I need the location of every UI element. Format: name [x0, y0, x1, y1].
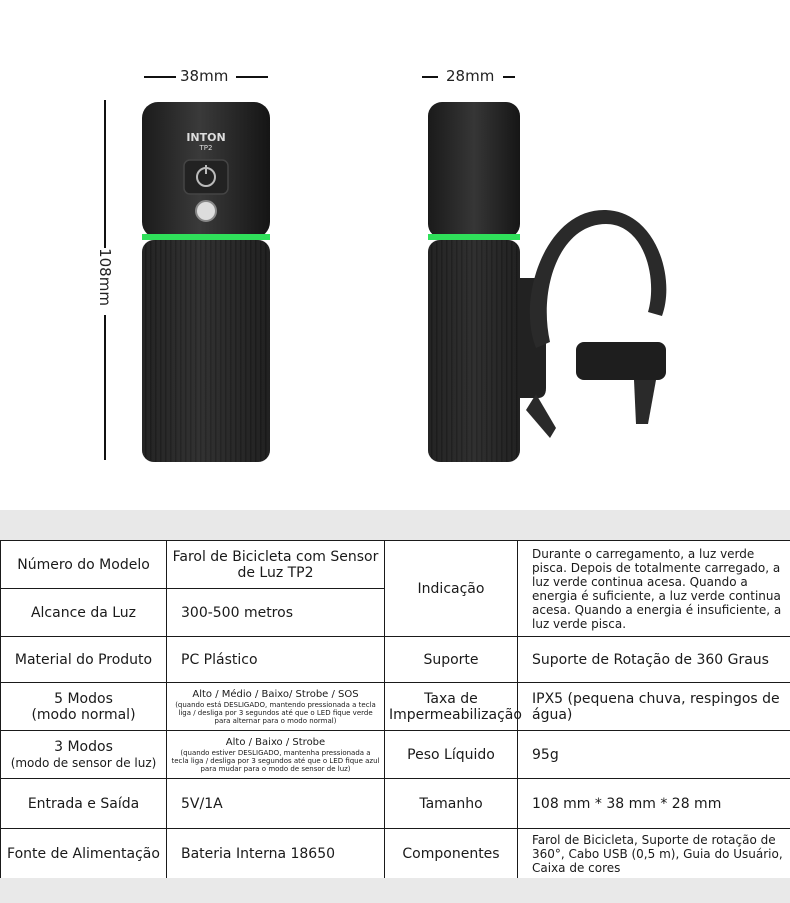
waterproof-label: Taxa de Impermeabilização — [385, 683, 518, 731]
modes3-label-line1: 3 Modos — [54, 738, 113, 755]
components-label: Componentes — [385, 829, 518, 879]
modes3-label — [1, 731, 167, 779]
modes5-label-line2: (modo normal) — [31, 706, 136, 723]
modes5-value-head: Alto / Médio / Baixo/ Strobe / SOS — [192, 688, 359, 700]
width-dimension-line-right — [236, 76, 268, 78]
table-row — [1, 541, 790, 589]
footer-band — [0, 878, 790, 903]
modes5-label — [1, 683, 167, 731]
spec-table — [0, 540, 790, 879]
table-row — [1, 683, 790, 731]
model-number-value: Farol de Bicicleta com Sensor de Luz TP2 — [167, 541, 385, 589]
weight-label: Peso Líquido — [385, 731, 518, 779]
waterproof-value: IPX5 (pequena chuva, respingos de água) — [518, 683, 790, 731]
range-label: Alcance da Luz — [1, 589, 167, 637]
modes3-value — [167, 731, 385, 779]
height-dimension-label: 108mm — [95, 248, 114, 306]
bike-light-front-view — [140, 98, 272, 468]
io-value: 5V/1A — [167, 779, 385, 829]
components-value: Farol de Bicicleta, Suporte de rotação de 360°, Cabo USB (0,5 m), Guia do Usuário, Caixa de cores — [518, 829, 790, 879]
modes3-label-line2: (modo de sensor de luz) — [10, 755, 157, 770]
indication-value: Durante o carregamento, a luz verde pisca. Depois de totalmente carregado, a luz verde continua acesa. Quando a energia é suficiente, a luz verde continua acesa. Quando a energia é insuficiente, a luz verde pisca. — [518, 541, 790, 637]
depth-dimension-line-right — [503, 76, 515, 78]
modes3-value-head: Alto / Baixo / Strobe — [225, 736, 326, 748]
mount-value: Suporte de Rotação de 360 Graus — [518, 637, 790, 683]
modes3-value-note: (quando estiver DESLIGADO, mantenha pressionada a tecla liga / desliga por 3 segundos até que o LED fique azul para mudar para o modo de sensor de luz) — [171, 748, 380, 773]
power-value: Bateria Interna 18650 — [167, 829, 385, 879]
model-logo-text: TP2 — [199, 144, 213, 152]
table-row — [1, 637, 790, 683]
power-label: Fonte de Alimentação — [1, 829, 167, 879]
model-number-label: Número do Modelo — [1, 541, 167, 589]
weight-value: 95g — [518, 731, 790, 779]
header-band — [0, 510, 790, 540]
table-row — [1, 779, 790, 829]
material-label: Material do Produto — [1, 637, 167, 683]
size-label: Tamanho — [385, 779, 518, 829]
width-dimension-line-left — [144, 76, 176, 78]
depth-dimension-line-left — [422, 76, 438, 78]
material-value: PC Plástico — [167, 637, 385, 683]
io-label: Entrada e Saída — [1, 779, 167, 829]
indication-label: Indicação — [385, 541, 518, 637]
bike-light-side-view — [426, 98, 676, 468]
height-dimension-line-bottom — [104, 315, 106, 460]
width-dimension-label: 38mm — [180, 67, 229, 85]
modes5-value — [167, 683, 385, 731]
size-value: 108 mm * 38 mm * 28 mm — [518, 779, 790, 829]
depth-dimension-label: 28mm — [446, 67, 495, 85]
table-row — [1, 829, 790, 879]
mount-label: Suporte — [385, 637, 518, 683]
modes5-value-note: (quando está DESLIGADO, mantendo pressionada a tecla liga / desliga por 3 segundos até que o LED fique verde para alternar para o modo normal) — [175, 700, 376, 725]
brand-logo-text: INTON — [186, 131, 226, 144]
range-value: 300-500 metros — [167, 589, 385, 637]
table-row — [1, 731, 790, 779]
modes5-label-line1: 5 Modos — [54, 690, 113, 707]
height-dimension-line-top — [104, 100, 106, 248]
